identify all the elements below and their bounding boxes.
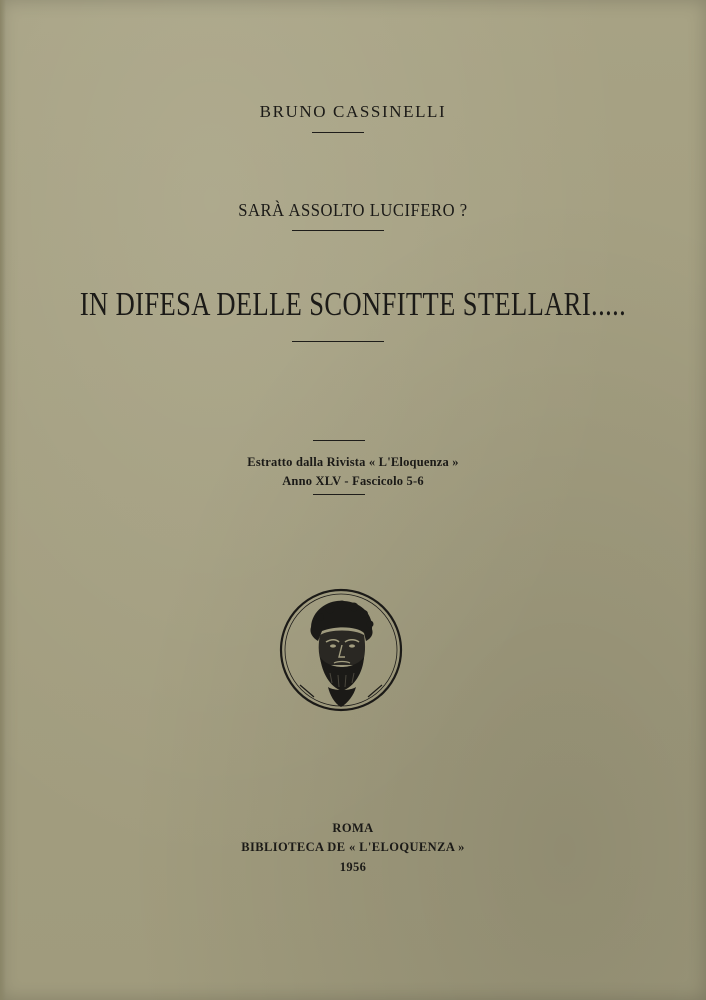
- divider-rule: [292, 230, 384, 231]
- divider-rule: [313, 494, 365, 495]
- subtitle: SARÀ ASSOLTO LUCIFERO ?: [238, 200, 468, 220]
- divider-rule: [292, 341, 384, 342]
- bearded-head-medallion-icon: [278, 587, 404, 713]
- imprint-year: 1956: [339, 860, 367, 874]
- extract-note: Estratto dalla Rivista « L'Eloquenza »: [247, 455, 459, 469]
- imprint-publisher: BIBLIOTECA DE « L'ELOQUENZA »: [241, 840, 465, 854]
- issue-note: Anno XLV - Fascicolo 5-6: [282, 474, 424, 488]
- imprint-city: ROMA: [332, 821, 374, 835]
- author-name: BRUNO CASSINELLI: [259, 102, 447, 121]
- divider-rule: [312, 132, 364, 133]
- book-title: IN DIFESA DELLE SCONFITTE STELLARI.....: [79, 286, 627, 323]
- divider-rule: [313, 440, 365, 441]
